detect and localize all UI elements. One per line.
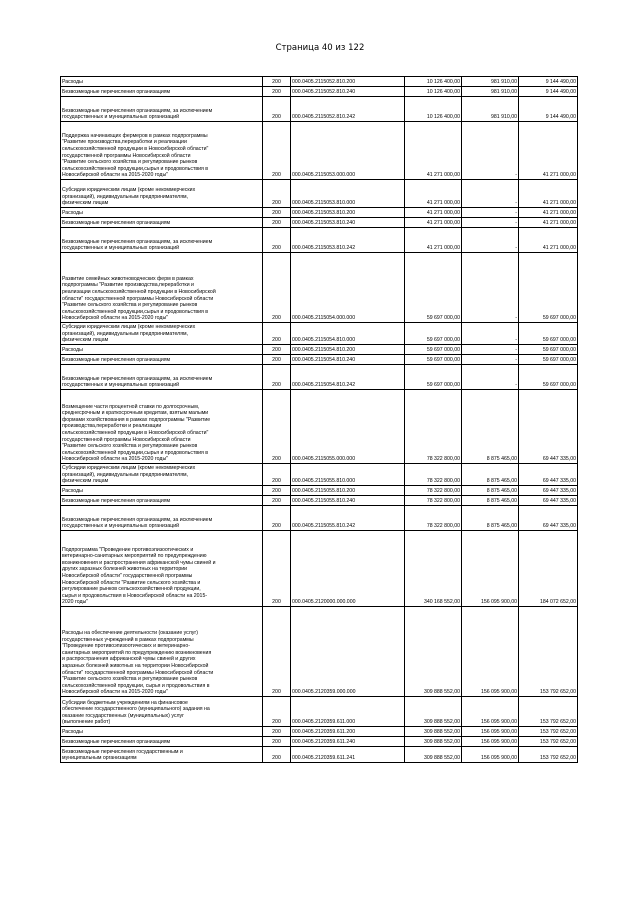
table-row	[61, 506, 578, 531]
row-executed-amount-cell: -	[462, 122, 519, 180]
table-row	[61, 208, 578, 218]
row-remaining-amount-cell: 69 447 335,00	[519, 486, 578, 496]
row-approved-amount-cell: 309 888 552,00	[405, 697, 462, 727]
row-group-code-cell: 200	[263, 122, 291, 180]
row-group-code-cell: 200	[263, 208, 291, 218]
row-name-cell: Субсидии юридическим лицам (кроме некоммерческих организаций), индивидуальным предпринимателям, физическим лицам	[61, 180, 263, 208]
row-group-code-cell: 200	[263, 180, 291, 208]
row-group-code-cell: 200	[263, 87, 291, 97]
row-remaining-amount-cell: 69 447 335,00	[519, 506, 578, 531]
row-classifier-code-cell: 000.0405.2120359.611.000	[291, 697, 405, 727]
row-remaining-amount-cell: 59 697 000,00	[519, 365, 578, 390]
row-group-code-cell: 200	[263, 77, 291, 87]
table-row	[61, 323, 578, 345]
row-executed-amount-cell: -	[462, 228, 519, 253]
row-group-code-cell: 200	[263, 365, 291, 390]
table-row	[61, 486, 578, 496]
row-name-cell: Поддержка начинающих фермеров в рамках подпрограммы "Развитие производства,переработки и реализации сельскохозяйственной продукции в Новосибирской области" государственной программы Новосибирской области "Развитие сельского хозяйства и регулирование рынков сельскохозяйственной продукции,сырья и продовольствия в Новосибирской области на 2015-2020 годы"	[61, 122, 263, 180]
row-approved-amount-cell: 59 697 000,00	[405, 253, 462, 323]
row-name-cell: Расходы	[61, 345, 263, 355]
row-approved-amount-cell: 309 888 552,00	[405, 727, 462, 737]
row-name-cell: Безвозмездные перечисления организациям	[61, 496, 263, 506]
row-approved-amount-cell: 78 322 800,00	[405, 506, 462, 531]
row-classifier-code-cell: 000.0405.2115054.000.000	[291, 253, 405, 323]
row-name-cell: Расходы на обеспечение деятельности (оказание услуг) государственных учреждений в рамках подпрограммы "Проведение противоэпизоотических и ветеринарно- санитарных мероприятий по предупреждению возникновения и распространения африканской чумы свиней и других заразных болезней животных на территории Новосибирской области" государственной программы Новосибирской области "Развитие сельского хозяйства и регулирование рынков сельскохозяйственной продукции, сырья и продовольствия в Новосибирской области на 2015-2020 годы"	[61, 607, 263, 697]
row-executed-amount-cell: -	[462, 345, 519, 355]
row-classifier-code-cell: 000.0405.2115053.810.242	[291, 228, 405, 253]
row-approved-amount-cell: 309 888 552,00	[405, 607, 462, 697]
row-name-cell: Расходы	[61, 486, 263, 496]
row-classifier-code-cell: 000.0405.2115053.000.000	[291, 122, 405, 180]
row-remaining-amount-cell: 153 792 652,00	[519, 727, 578, 737]
row-executed-amount-cell: 156 095 900,00	[462, 737, 519, 747]
table-row	[61, 253, 578, 323]
row-remaining-amount-cell: 59 697 000,00	[519, 323, 578, 345]
row-group-code-cell: 200	[263, 737, 291, 747]
table-row	[61, 390, 578, 464]
row-remaining-amount-cell: 59 697 000,00	[519, 355, 578, 365]
row-classifier-code-cell: 000.0405.2115055.810.000	[291, 464, 405, 486]
budget-table	[60, 76, 578, 763]
table-row	[61, 607, 578, 697]
table-row	[61, 496, 578, 506]
row-name-cell: Субсидии юридическим лицам (кроме некоммерческих организаций), индивидуальным предпринимателям, физическим лицам	[61, 323, 263, 345]
table-row	[61, 77, 578, 87]
table-row	[61, 737, 578, 747]
row-approved-amount-cell: 41 271 000,00	[405, 208, 462, 218]
row-name-cell: Подпрограмма "Проведение противоэпизоотических и ветеринарно-санитарных мероприятий по предупреждению возникновения и распространения африканской чумы свиней и других заразных болезней животных на территории Новосибирской области" государственной программы Новосибирской области "Развитие сельского хозяйства и регулирование рынков сельскохозяйственной продукции, сырья и продовольствия в Новосибирской области на 2015- 2020 годы"	[61, 531, 263, 607]
row-group-code-cell: 200	[263, 496, 291, 506]
row-classifier-code-cell: 000.0405.2115053.810.000	[291, 180, 405, 208]
row-approved-amount-cell: 340 168 552,00	[405, 531, 462, 607]
row-approved-amount-cell: 59 697 000,00	[405, 323, 462, 345]
row-name-cell: Безвозмездные перечисления организациям, за исключением государственных и муниципальных организаций	[61, 506, 263, 531]
row-executed-amount-cell: 156 095 900,00	[462, 747, 519, 763]
row-classifier-code-cell: 000.0405.2115054.810.000	[291, 323, 405, 345]
table-row	[61, 531, 578, 607]
row-remaining-amount-cell: 153 792 652,00	[519, 697, 578, 727]
row-group-code-cell: 200	[263, 97, 291, 122]
table-row	[61, 228, 578, 253]
table-row	[61, 345, 578, 355]
row-classifier-code-cell: 000.0405.2115055.810.240	[291, 496, 405, 506]
row-classifier-code-cell: 000.0405.2120359.611.241	[291, 747, 405, 763]
row-classifier-code-cell: 000.0405.2120359.611.200	[291, 727, 405, 737]
row-name-cell: Развитие семейных животноводческих ферм в рамках подпрограммы "Развитие производства,переработки и реализации сельскохозяйственной продукции в Новосибирской области" государственной программы Новосибирской области "Развитие сельского хозяйства и регулирование рынков сельскохозяйственной продукции,сырья и продовольствия в Новосибирской области на 2015-2020 годы"	[61, 253, 263, 323]
row-group-code-cell: 200	[263, 727, 291, 737]
row-group-code-cell: 200	[263, 697, 291, 727]
row-remaining-amount-cell: 153 792 652,00	[519, 747, 578, 763]
table-row	[61, 727, 578, 737]
row-executed-amount-cell: 156 095 900,00	[462, 607, 519, 697]
row-classifier-code-cell: 000.0405.2115052.810.200	[291, 77, 405, 87]
row-approved-amount-cell: 41 271 000,00	[405, 122, 462, 180]
row-classifier-code-cell: 000.0405.2115055.810.242	[291, 506, 405, 531]
row-remaining-amount-cell: 41 271 000,00	[519, 122, 578, 180]
row-remaining-amount-cell: 153 792 652,00	[519, 737, 578, 747]
row-approved-amount-cell: 59 697 000,00	[405, 365, 462, 390]
table-row	[61, 218, 578, 228]
row-remaining-amount-cell: 9 144 490,00	[519, 77, 578, 87]
row-group-code-cell: 200	[263, 218, 291, 228]
table-row	[61, 697, 578, 727]
row-name-cell: Расходы	[61, 77, 263, 87]
table-row	[61, 355, 578, 365]
row-name-cell: Расходы	[61, 208, 263, 218]
row-remaining-amount-cell: 41 271 000,00	[519, 228, 578, 253]
row-remaining-amount-cell: 69 447 335,00	[519, 464, 578, 486]
row-name-cell: Безвозмездные перечисления организациям, за исключением государственных и муниципальных организаций	[61, 365, 263, 390]
row-remaining-amount-cell: 59 697 000,00	[519, 253, 578, 323]
row-classifier-code-cell: 000.0405.2115054.810.200	[291, 345, 405, 355]
row-executed-amount-cell: 8 875 465,00	[462, 486, 519, 496]
row-name-cell: Безвозмездные перечисления организациям	[61, 87, 263, 97]
page-header: Страница 40 из 122	[275, 43, 365, 53]
row-approved-amount-cell: 10 126 400,00	[405, 77, 462, 87]
row-executed-amount-cell: -	[462, 208, 519, 218]
row-name-cell: Субсидии бюджетным учреждениям на финансовое обеспечение государственного (муниципального) задания на оказание государственных (муниципальных) услуг (выполнение работ)	[61, 697, 263, 727]
row-classifier-code-cell: 000.0405.2115054.810.240	[291, 355, 405, 365]
row-executed-amount-cell: -	[462, 323, 519, 345]
row-group-code-cell: 200	[263, 390, 291, 464]
row-executed-amount-cell: -	[462, 253, 519, 323]
row-group-code-cell: 200	[263, 607, 291, 697]
row-executed-amount-cell: 156 095 900,00	[462, 531, 519, 607]
row-group-code-cell: 200	[263, 464, 291, 486]
row-group-code-cell: 200	[263, 345, 291, 355]
row-remaining-amount-cell: 9 144 490,00	[519, 87, 578, 97]
row-approved-amount-cell: 41 271 000,00	[405, 228, 462, 253]
row-classifier-code-cell: 000.0405.2115053.810.200	[291, 208, 405, 218]
row-remaining-amount-cell: 69 447 335,00	[519, 496, 578, 506]
row-approved-amount-cell: 41 271 000,00	[405, 218, 462, 228]
row-approved-amount-cell: 78 322 800,00	[405, 390, 462, 464]
row-name-cell: Безвозмездные перечисления организациям	[61, 355, 263, 365]
row-group-code-cell: 200	[263, 253, 291, 323]
row-name-cell: Безвозмездные перечисления государственным и муниципальным организациям	[61, 747, 263, 763]
row-name-cell: Субсидии юридическим лицам (кроме некоммерческих организаций), индивидуальным предпринимателям, физическим лицам	[61, 464, 263, 486]
table-row	[61, 747, 578, 763]
row-remaining-amount-cell: 59 697 000,00	[519, 345, 578, 355]
row-executed-amount-cell: 981 910,00	[462, 97, 519, 122]
row-group-code-cell: 200	[263, 486, 291, 496]
row-approved-amount-cell: 10 126 400,00	[405, 97, 462, 122]
row-executed-amount-cell: -	[462, 365, 519, 390]
row-name-cell: Безвозмездные перечисления организациям	[61, 218, 263, 228]
budget-table-body	[61, 77, 578, 763]
row-remaining-amount-cell: 9 144 490,00	[519, 97, 578, 122]
row-executed-amount-cell: -	[462, 355, 519, 365]
row-name-cell: Расходы	[61, 727, 263, 737]
table-row	[61, 97, 578, 122]
row-group-code-cell: 200	[263, 228, 291, 253]
row-approved-amount-cell: 78 322 800,00	[405, 486, 462, 496]
table-row	[61, 87, 578, 97]
row-executed-amount-cell: 8 875 465,00	[462, 464, 519, 486]
row-approved-amount-cell: 78 322 800,00	[405, 496, 462, 506]
row-classifier-code-cell: 000.0405.2120359.000.000	[291, 607, 405, 697]
row-approved-amount-cell: 10 126 400,00	[405, 87, 462, 97]
row-approved-amount-cell: 309 888 552,00	[405, 747, 462, 763]
row-remaining-amount-cell: 153 792 652,00	[519, 607, 578, 697]
row-executed-amount-cell: 8 875 465,00	[462, 496, 519, 506]
row-executed-amount-cell: 8 875 465,00	[462, 506, 519, 531]
row-group-code-cell: 200	[263, 531, 291, 607]
row-classifier-code-cell: 000.0405.2115053.810.240	[291, 218, 405, 228]
row-executed-amount-cell: 981 910,00	[462, 77, 519, 87]
row-name-cell: Безвозмездные перечисления организациям, за исключением государственных и муниципальных организаций	[61, 97, 263, 122]
table-row	[61, 122, 578, 180]
row-executed-amount-cell: 981 910,00	[462, 87, 519, 97]
row-executed-amount-cell: 8 875 465,00	[462, 390, 519, 464]
row-group-code-cell: 200	[263, 355, 291, 365]
row-approved-amount-cell: 59 697 000,00	[405, 355, 462, 365]
row-approved-amount-cell: 309 888 552,00	[405, 737, 462, 747]
row-classifier-code-cell: 000.0405.2120000.000.000	[291, 531, 405, 607]
row-classifier-code-cell: 000.0405.2115052.810.240	[291, 87, 405, 97]
row-name-cell: Безвозмездные перечисления организациям	[61, 737, 263, 747]
row-group-code-cell: 200	[263, 747, 291, 763]
row-classifier-code-cell: 000.0405.2115055.000.000	[291, 390, 405, 464]
row-group-code-cell: 200	[263, 323, 291, 345]
row-classifier-code-cell: 000.0405.2115055.810.200	[291, 486, 405, 496]
table-row	[61, 180, 578, 208]
row-remaining-amount-cell: 41 271 000,00	[519, 218, 578, 228]
row-executed-amount-cell: -	[462, 218, 519, 228]
row-group-code-cell: 200	[263, 506, 291, 531]
row-remaining-amount-cell: 41 271 000,00	[519, 208, 578, 218]
row-name-cell: Возмещение части процентной ставки по долгосрочным, среднесрочным и краткосрочным кредитам, взятым малыми формами хозяйствования в рамках подпрограммы "Развитие производства,переработки и реализации сельскохозяйственной продукции в Новосибирской области" государственной программы Новосибирской области "Развитие сельского хозяйства и регулирование рынков сельскохозяйственной продукции,сырья и продовольствия в Новосибирской области на 2015-2020 годы"	[61, 390, 263, 464]
row-executed-amount-cell: 156 095 900,00	[462, 697, 519, 727]
row-classifier-code-cell: 000.0405.2120359.611.240	[291, 737, 405, 747]
row-remaining-amount-cell: 41 271 000,00	[519, 180, 578, 208]
row-name-cell: Безвозмездные перечисления организациям, за исключением государственных и муниципальных организаций	[61, 228, 263, 253]
table-row	[61, 365, 578, 390]
row-remaining-amount-cell: 184 072 652,00	[519, 531, 578, 607]
row-executed-amount-cell: 156 095 900,00	[462, 727, 519, 737]
row-classifier-code-cell: 000.0405.2115054.810.242	[291, 365, 405, 390]
row-classifier-code-cell: 000.0405.2115052.810.242	[291, 97, 405, 122]
table-row	[61, 464, 578, 486]
row-approved-amount-cell: 78 322 800,00	[405, 464, 462, 486]
row-approved-amount-cell: 41 271 000,00	[405, 180, 462, 208]
row-remaining-amount-cell: 69 447 335,00	[519, 390, 578, 464]
row-approved-amount-cell: 59 697 000,00	[405, 345, 462, 355]
row-executed-amount-cell: -	[462, 180, 519, 208]
